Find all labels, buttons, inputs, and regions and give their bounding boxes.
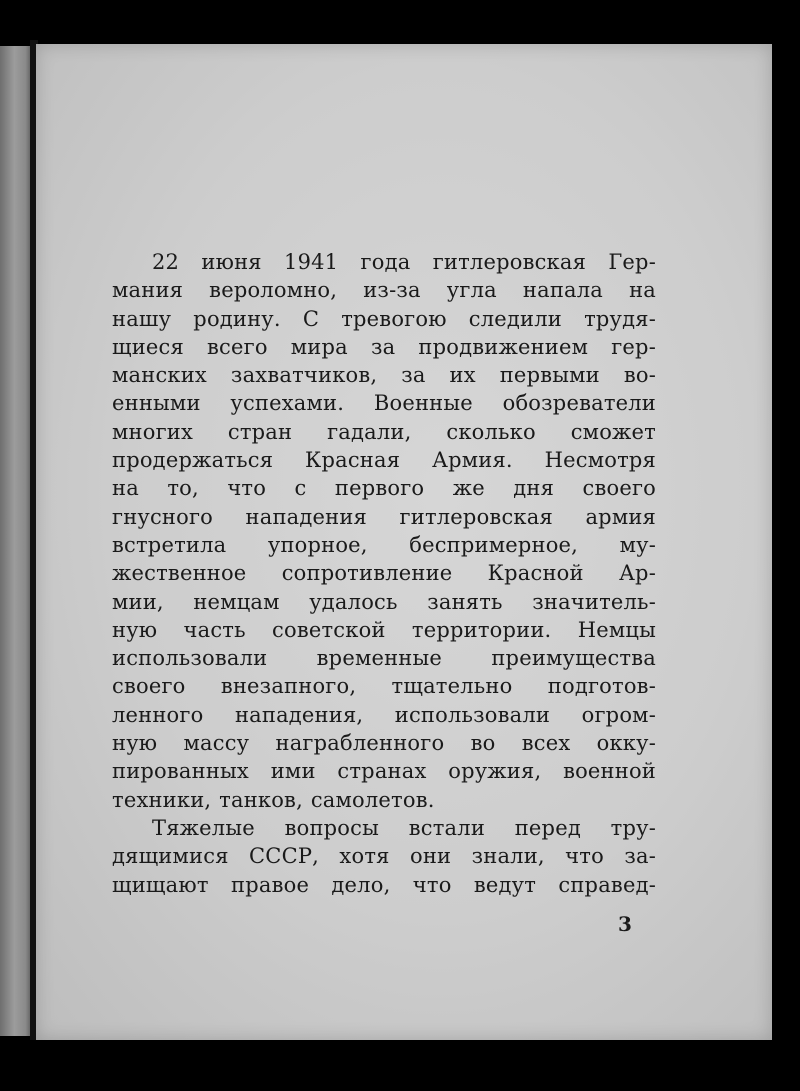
text-line: продержаться Красная Армия. Несмотря	[112, 448, 656, 473]
text-line: 22 июня 1941 года гитлеровская Гер-	[152, 250, 656, 274]
book-page	[36, 44, 772, 1040]
text-line: на то, что с первого же дня своего	[112, 476, 656, 501]
text-line: дящимися СССР, хотя они знали, что за-	[112, 844, 656, 869]
text-line: манских захватчиков, за их первыми во-	[112, 363, 656, 388]
text-line: гнусного нападения гитлеровская армия	[112, 504, 656, 529]
text-line: мии, немцам удалось занять значитель-	[112, 589, 656, 614]
text-line: многих стран гадали, сколько сможет	[112, 419, 656, 444]
text-line: встретила упорное, беспримерное, му-	[112, 532, 656, 557]
text-line: Тяжелые вопросы встали перед тру-	[152, 815, 656, 840]
text-line: щищают правое дело, что ведут справед-	[112, 872, 656, 897]
text-line: щиеся всего мира за продвижением гер-	[112, 334, 656, 359]
text-line: енными успехами. Военные обозреватели	[112, 391, 656, 416]
text-line: жественное сопротивление Красной Ар-	[112, 561, 656, 586]
text-line: техники, танков, самолетов.	[112, 787, 435, 812]
left-page-edge	[0, 46, 32, 1036]
text-line: мания вероломно, из-за угла напала на	[112, 278, 656, 303]
text-line: нашу родину. С тревогою следили трудя-	[112, 306, 656, 331]
page-text	[112, 248, 656, 899]
text-line: использовали временные преимущества	[112, 646, 656, 671]
page-number: 3	[618, 912, 632, 936]
text-line: ную массу награбленного во всех окку-	[112, 731, 656, 756]
text-line: ленного нападения, использовали огром-	[112, 702, 656, 727]
text-line: пированных ими странах оружия, военной	[112, 759, 656, 784]
text-line: ную часть советской территории. Немцы	[112, 617, 656, 642]
text-line: своего внезапного, тщательно подготов-	[112, 674, 656, 699]
